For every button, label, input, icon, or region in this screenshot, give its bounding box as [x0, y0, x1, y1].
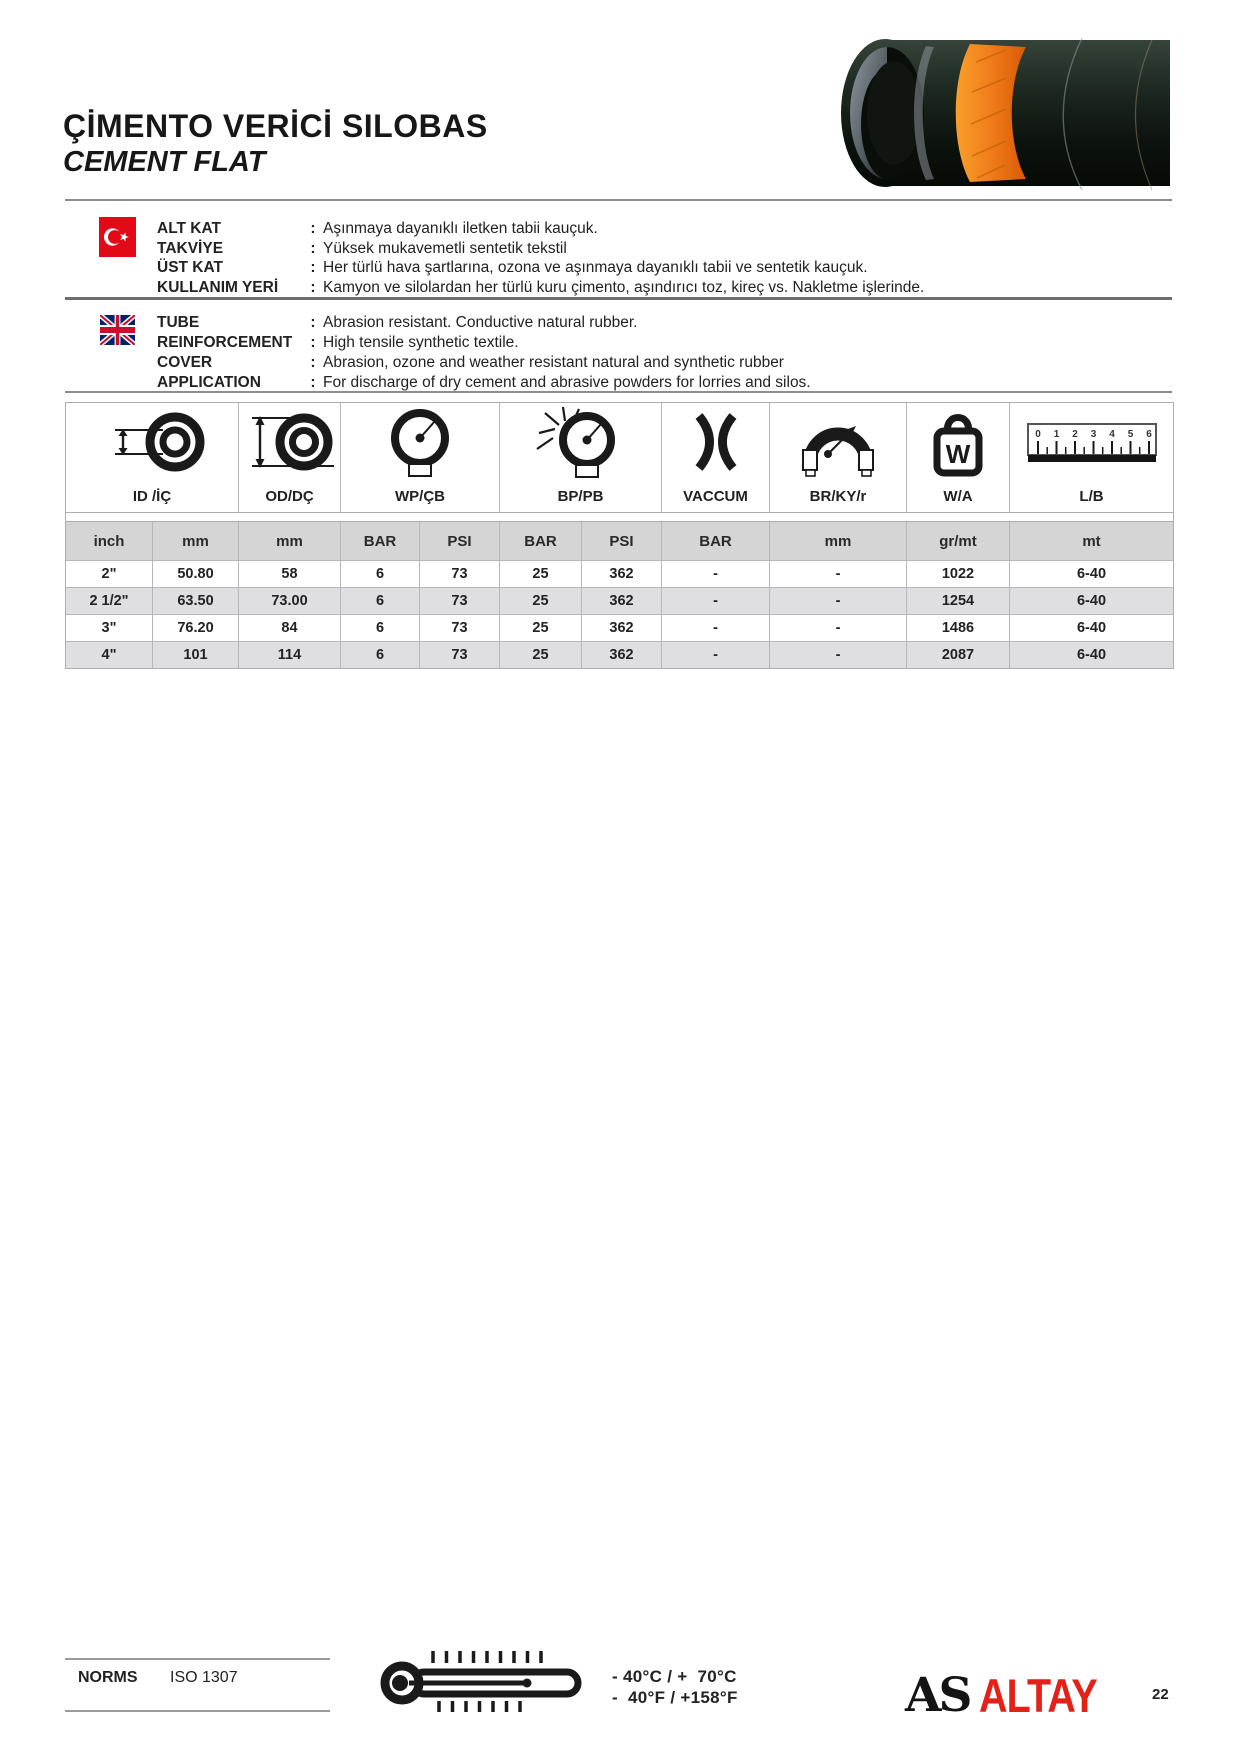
- table-group-labels: [66, 481, 1173, 512]
- cell: -: [769, 642, 906, 668]
- cell: 101: [152, 642, 238, 668]
- col-group-label: BP/PB: [499, 481, 661, 512]
- cell: 114: [238, 642, 340, 668]
- cell: -: [661, 642, 769, 668]
- spec-section-turkish: [157, 219, 1177, 297]
- cell: 73: [419, 561, 499, 587]
- cell: 25: [499, 588, 581, 614]
- turkish-flag-icon: [99, 217, 136, 257]
- norms-label: NORMS: [78, 1669, 138, 1686]
- working-pressure-gauge-icon: [340, 403, 499, 481]
- spec-row: [157, 313, 1177, 333]
- col-group-label: BR/KY/r: [769, 481, 906, 512]
- spec-separator: :: [310, 354, 316, 371]
- spec-value: For discharge of dry cement and abrasive powders for lorries and silos.: [323, 374, 811, 391]
- cell: -: [769, 561, 906, 587]
- bend-radius-icon: [769, 403, 906, 481]
- spec-separator: :: [310, 374, 316, 391]
- cell: 1022: [906, 561, 1009, 587]
- cell: 84: [238, 615, 340, 641]
- cell: 73.00: [238, 588, 340, 614]
- cell: 2": [101, 566, 117, 582]
- cell: 63.50: [152, 588, 238, 614]
- col-group-label: OD/DÇ: [238, 481, 340, 512]
- divider: [65, 199, 1172, 201]
- spec-row: [157, 239, 1177, 259]
- norms-value: ISO 1307: [170, 1669, 238, 1686]
- unit-header: BAR: [661, 522, 769, 560]
- burst-pressure-gauge-icon: [499, 403, 661, 481]
- cell: 362: [581, 561, 661, 587]
- cell: 73: [419, 615, 499, 641]
- unit-header: inch: [93, 532, 125, 550]
- spec-label: COVER: [157, 354, 213, 371]
- spec-label: ALT KAT: [157, 220, 221, 237]
- spec-value: Yüksek mukavemetli sentetik tekstil: [323, 239, 567, 257]
- cell: 58: [238, 561, 340, 587]
- cell: 362: [581, 588, 661, 614]
- spec-label: ÜST KAT: [157, 259, 224, 276]
- uk-flag-icon: [100, 315, 135, 345]
- cell: -: [769, 588, 906, 614]
- brand-logo-altay: ALTAY: [979, 1669, 1098, 1722]
- spec-row: [157, 333, 1177, 353]
- spec-section-english: [157, 313, 1177, 393]
- spec-separator: :: [310, 259, 316, 276]
- spec-table: [65, 402, 1174, 669]
- spec-row: [157, 278, 1177, 298]
- unit-header: gr/mt: [906, 522, 1009, 560]
- unit-header: BAR: [499, 522, 581, 560]
- svg-text:W: W: [945, 439, 971, 469]
- weight-icon: [906, 403, 1009, 481]
- unit-header: mt: [1009, 522, 1173, 560]
- svg-text:1: 1: [1053, 429, 1059, 440]
- temperature-range-text: [612, 1666, 738, 1708]
- brand-logo: [905, 1668, 1120, 1723]
- spec-label: KULLANIM YERİ: [157, 278, 279, 296]
- col-group-label: L/B: [1009, 481, 1173, 512]
- length-ruler-icon: [1009, 403, 1173, 481]
- norms-divider: [65, 1658, 330, 1660]
- svg-text:5: 5: [1127, 429, 1133, 440]
- spec-separator: :: [310, 314, 316, 331]
- spec-row: [157, 353, 1177, 373]
- norms-divider: [65, 1710, 330, 1712]
- spec-value: Kamyon ve silolardan her türlü kuru çimento, aşındırıcı toz, kireç vs. Nakletme işlerinde.: [323, 278, 925, 296]
- cell: 2 1/2": [89, 593, 129, 609]
- spec-value: Abrasion resistant. Conductive natural rubber.: [323, 314, 638, 331]
- spec-label: TUBE: [157, 314, 200, 331]
- cell: -: [661, 615, 769, 641]
- spec-value: Her türlü hava şartlarına, ozona ve aşınmaya dayanıklı tabii ve sentetik kauçuk.: [323, 259, 868, 276]
- page-number: 22: [1152, 1686, 1169, 1703]
- table-row: [66, 641, 1173, 668]
- outer-diameter-icon: [238, 403, 340, 481]
- svg-text:6: 6: [1145, 429, 1152, 440]
- page-title: ÇİMENTO VERİCİ SILOBAS: [63, 108, 488, 144]
- svg-text:4: 4: [1108, 429, 1115, 440]
- brand-logo-as: AS: [905, 1668, 970, 1723]
- table-row: [66, 587, 1173, 614]
- inner-diameter-icon: [66, 403, 238, 481]
- unit-header: PSI: [581, 522, 661, 560]
- cell: 6: [340, 615, 419, 641]
- spec-separator: :: [310, 278, 316, 296]
- col-group-label: WP/ÇB: [340, 481, 499, 512]
- table-row: [66, 560, 1173, 587]
- spec-row: [157, 373, 1177, 393]
- col-group-label: ID /İÇ: [132, 488, 172, 505]
- svg-text:0: 0: [1034, 429, 1041, 440]
- spec-value: Aşınmaya dayanıklı iletken tabii kauçuk.: [323, 220, 598, 237]
- cell: 6-40: [1009, 588, 1173, 614]
- page-subtitle: CEMENT FLAT: [63, 146, 266, 178]
- col-group-label: W/A: [906, 481, 1009, 512]
- cell: 50.80: [152, 561, 238, 587]
- unit-header: mm: [238, 522, 340, 560]
- cell: 1486: [906, 615, 1009, 641]
- cell: -: [769, 615, 906, 641]
- table-gap: [66, 512, 1173, 522]
- cell: 6-40: [1009, 642, 1173, 668]
- product-photo-hose: [830, 32, 1170, 194]
- divider: [65, 297, 1172, 300]
- col-group-label: VACCUM: [661, 481, 769, 512]
- cell: 3": [101, 620, 117, 636]
- spec-label: APPLICATION: [157, 374, 261, 391]
- temp-celsius: - 40°C / + 70°C: [612, 1667, 737, 1686]
- spec-separator: :: [310, 334, 316, 351]
- cell: 6: [340, 588, 419, 614]
- cell: 1254: [906, 588, 1009, 614]
- cell: 76.20: [152, 615, 238, 641]
- svg-text:2: 2: [1071, 429, 1078, 440]
- svg-text:3: 3: [1090, 429, 1096, 440]
- spec-separator: :: [310, 239, 316, 257]
- cell: 6: [340, 561, 419, 587]
- spec-label: REINFORCEMENT: [157, 334, 293, 351]
- unit-header: mm: [152, 522, 238, 560]
- cell: 25: [499, 642, 581, 668]
- table-icon-row: [66, 403, 1173, 481]
- table-unit-header-row: [66, 522, 1173, 560]
- cell: 25: [499, 561, 581, 587]
- cell: -: [661, 588, 769, 614]
- svg-text:r: r: [833, 421, 839, 440]
- temp-fahrenheit: - 40°F / +158°F: [612, 1688, 738, 1707]
- cell: 2087: [906, 642, 1009, 668]
- cell: 6-40: [1009, 615, 1173, 641]
- cell: 4": [101, 647, 117, 663]
- cell: -: [661, 561, 769, 587]
- spec-row: [157, 219, 1177, 239]
- spec-value: Abrasion, ozone and weather resistant natural and synthetic rubber: [323, 354, 784, 371]
- cell: 73: [419, 588, 499, 614]
- cell: 362: [581, 642, 661, 668]
- spec-row: [157, 258, 1177, 278]
- vacuum-icon: [661, 403, 769, 481]
- spec-separator: :: [310, 220, 316, 237]
- unit-header: BAR: [340, 522, 419, 560]
- unit-header: mm: [769, 522, 906, 560]
- table-row: [66, 614, 1173, 641]
- cell: 362: [581, 615, 661, 641]
- cell: 73: [419, 642, 499, 668]
- unit-header: PSI: [419, 522, 499, 560]
- cell: 6: [340, 642, 419, 668]
- cell: 6-40: [1009, 561, 1173, 587]
- spec-label: TAKVİYE: [157, 239, 224, 257]
- cell: 25: [499, 615, 581, 641]
- spec-value: High tensile synthetic textile.: [323, 334, 519, 351]
- temperature-range-icon: [375, 1645, 595, 1715]
